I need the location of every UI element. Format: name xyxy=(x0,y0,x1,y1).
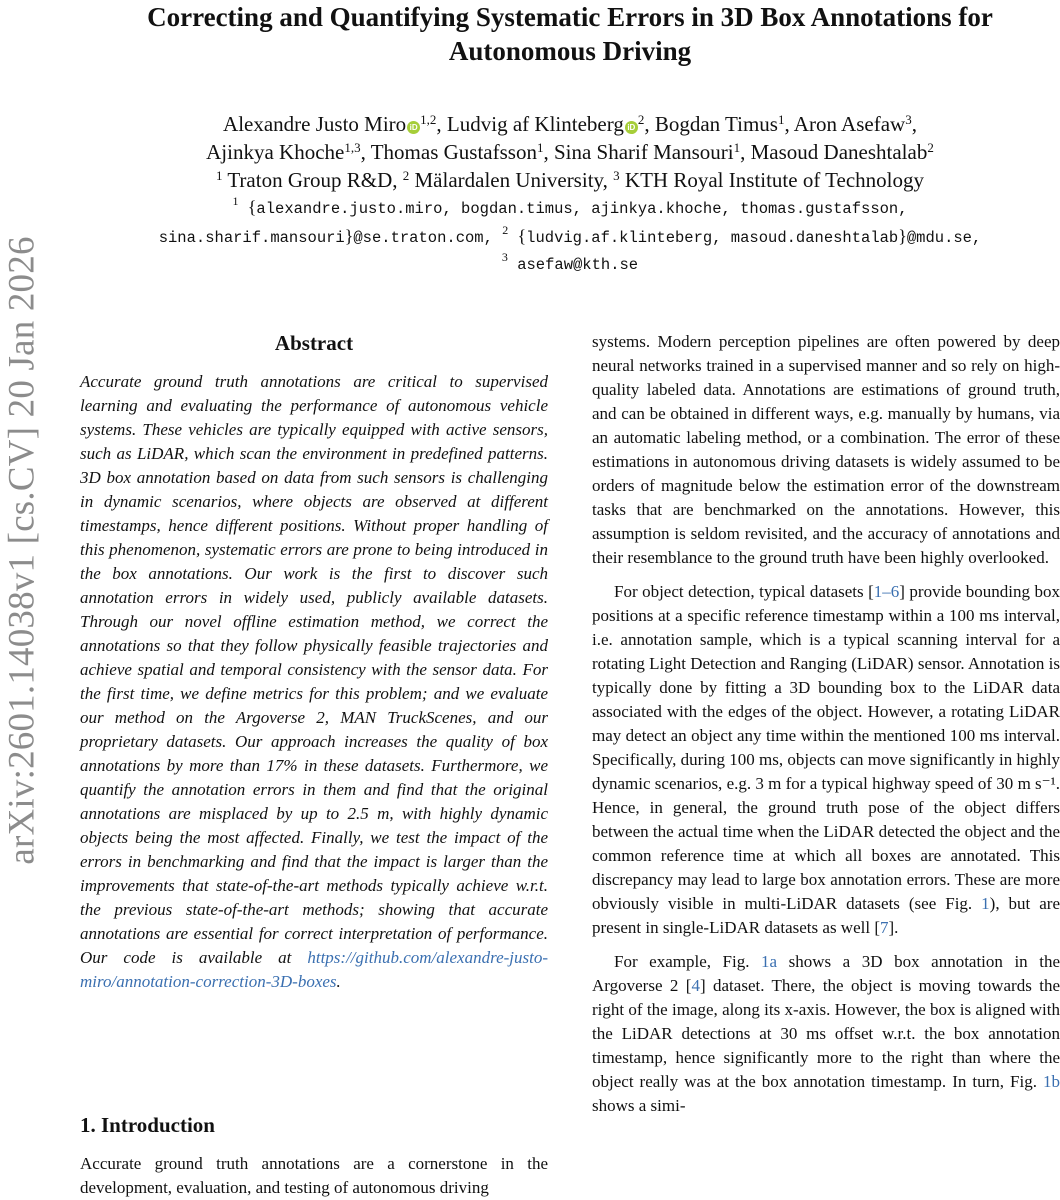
intro-paragraph-3 xyxy=(592,950,1060,1118)
email-block xyxy=(70,194,1060,279)
affiliation-kth: KTH Royal Institute of Technology xyxy=(619,168,925,192)
citation-link[interactable]: 7 xyxy=(880,918,889,937)
author-name: , Thomas Gustafsson xyxy=(360,140,537,164)
affiliation-mark: 2 xyxy=(637,112,645,127)
affiliation-mark: 1 xyxy=(733,140,741,155)
email-list-mdu[interactable]: ludvig.af.klinteberg, masoud.daneshtalab xyxy=(526,229,899,247)
author-name: , Ludvig af Klinteberg xyxy=(436,112,624,136)
email-line-3 xyxy=(70,252,1060,279)
affiliation-mark: 1,3 xyxy=(344,140,361,155)
figure-link[interactable]: 1a xyxy=(761,952,778,971)
author-name: Ajinkya Khoche xyxy=(206,140,345,164)
arxiv-sidebar-stamp xyxy=(2,230,42,870)
affiliation-traton: Traton Group R&D, xyxy=(222,168,403,192)
orcid-icon[interactable]: iD xyxy=(625,121,638,134)
author-name: , Aron Asefaw xyxy=(784,112,906,136)
email-list-traton[interactable]: alexandre.justo.miro, bogdan.timus, ajinkya.khoche, thomas.gustafsson, xyxy=(256,200,908,218)
email-kth[interactable]: asefaw@kth.se xyxy=(517,256,639,274)
email-line-1 xyxy=(70,194,1060,223)
brace-open: { xyxy=(517,226,527,246)
author-name: Alexandre Justo Miro xyxy=(223,112,407,136)
abstract-heading: Abstract xyxy=(274,331,354,355)
abstract-end: . xyxy=(336,972,341,991)
intro-paragraph-1-cont: systems. Modern perception pipelines are often powered by deep neural networks trained in a supervised manner and so rely on high-quality labeled data. Annotations are estimations of ground truth, and can be obtained in different ways, e.g. manually by humans, via an automatic labeling method, or a combination. The error of these estimations in autonomous driving datasets is widely assumed to be orders of magnitude below the estimation error of the downstream tasks that are benchmarked on the annotations. However, this assumption is seldom revisited, and the accuracy of annotations and their resemblance to the ground truth have been highly overlooked. xyxy=(592,332,1060,567)
text-run: shows a simi- xyxy=(592,1096,686,1115)
text-run: ] dataset. There, the object is moving towards the right of the image, along its x-axis. However, the box is aligned with the LiDAR detections at 30 ms offset w.r.t. the box annotation timestamp, hence significantly more to the right than where the object really was at the box annotation timestamp. In turn, Fig. xyxy=(592,976,1060,1091)
orcid-icon[interactable]: iD xyxy=(407,121,420,134)
affiliation-mark: 1,2 xyxy=(420,112,437,127)
text-run: ), but are present in single-LiDAR datasets as well [ xyxy=(592,894,1060,937)
affiliation-mark: 2 xyxy=(927,140,934,155)
introduction-section xyxy=(80,1112,548,1200)
affiliation-mark: 1 xyxy=(777,112,785,127)
affiliation-mark: 1 xyxy=(215,168,223,183)
text-run: shows a 3D box annotation in the Argoverse 2 [ xyxy=(592,952,1060,995)
author-line-2 xyxy=(70,138,1060,166)
email-list-traton-cont[interactable]: sina.sharif.mansouri xyxy=(158,229,345,247)
left-column xyxy=(80,330,548,994)
affiliation-mark: 3 xyxy=(613,168,620,183)
introduction-heading: 1. Introduction xyxy=(80,1113,215,1137)
email-domain-mdu[interactable]: @mdu.se, xyxy=(906,229,982,247)
brace-close: } xyxy=(344,226,354,246)
brace-close: } xyxy=(898,226,907,246)
author-name: , Sina Sharif Mansouri xyxy=(543,140,734,164)
abstract-body: Accurate ground truth annotations are critical to supervised learning and evaluating the performance of autonomous vehicle systems. These vehicles are typically equipped with active sensors, such as LiDAR, which scan the environment in predefined patterns. 3D box annotation based on data from such sensors is challenging in dynamic scenarios, where objects are observed at different timestamps, hence different positions. Without proper handling of this phenomenon, systematic errors are prone to being introduced in the box annotations. Our work is the first to discover such annotation errors in widely used, publicly available datasets. Through our novel offline estimation method, we correct the annotations so that they follow physically feasible trajectories and achieve spatial and temporal consistency with the sensor data. For the first time, we define metrics for this problem; and we evaluate our method on the Argoverse 2, MAN TruckScenes, and our proprietary datasets. Our approach increases the quality of box annotations by more than 17% in these datasets. Furthermore, we quantify the annotation errors in them and find that the original annotations are misplaced by up to 2.5 m, with highly dynamic objects being the most affected. Finally, we test the impact of the errors in benchmarking and find that the impact is larger than the improvements that state-of-the-art methods typically achieve w.r.t. the previous state-of-the-art methods; showing that accurate annotations are essential for correct interpretation of performance. Our code is available at xyxy=(80,372,548,967)
affiliations-line xyxy=(70,166,1060,194)
affiliation-mark: 3 xyxy=(501,250,508,264)
affiliation-mark: 2 xyxy=(502,223,509,237)
intro-paragraph-1-start: Accurate ground truth annotations are a cornerstone in the development, evaluation, and testing of autonomous driving xyxy=(80,1154,548,1197)
text-run: For example, Fig. xyxy=(614,952,762,971)
brace-open: { xyxy=(247,197,257,217)
affiliation-mark: 1 xyxy=(536,140,544,155)
author-name: , Masoud Daneshtalab xyxy=(740,140,928,164)
author-block xyxy=(70,110,1060,194)
affiliation-mark: 1 xyxy=(232,194,239,208)
affiliation-mark: 2 xyxy=(402,168,410,183)
figure-link[interactable]: 1 xyxy=(981,894,990,913)
citation-link[interactable]: 4 xyxy=(691,976,700,995)
text-run: ]. xyxy=(888,918,899,937)
paper-title xyxy=(70,0,1060,68)
text-run: For object detection, typical datasets [ xyxy=(614,582,874,601)
author-name: , Bogdan Timus xyxy=(644,112,778,136)
abstract-text xyxy=(80,370,548,994)
affiliation-mark: 3 xyxy=(905,112,912,127)
affiliation-malardalen: Mälardalen University, xyxy=(409,168,614,192)
right-column xyxy=(592,330,1060,1128)
text-run: ] provide bounding box positions at a specific reference timestamp within a 100 ms interval, i.e. annotation sample, which is a typical scanning interval for a rotating Light Detection and Ranging (LiDAR) sensor. Annotation is typically done by fitting a 3D bounding box to the LiDAR data associated with the edges of the object. However, a rotating LiDAR may detect an object any time within the mentioned 100 ms interval. Specifically, during 100 ms, objects can move significantly in highly dynamic scenarios, e.g. 3 m for a typical highway speed of 30 m s⁻¹. Hence, in general, the ground truth pose of the object differs between the actual time when the LiDAR detected the object and the common reference time at which all boxes are annotated. This discrepancy may lead to large box annotation errors. These are more obviously visible in multi-LiDAR datasets (see Fig. xyxy=(592,582,1060,913)
author-line-1: Alexandre Justo Miro iD$^{1,2}$, Ludvig af Klinteberg $iD^2$, Bogdan Timus$^1$, Aron Asefaw$^3$, xyxy=(223,112,917,136)
title-line-2: Autonomous Driving xyxy=(448,36,692,66)
title-line-1: Correcting and Quantifying Systematic Errors in 3D Box Annotations for xyxy=(147,2,993,32)
arxiv-identifier: arXiv:2601.14038v1 [cs.CV] 20 Jan 2026 xyxy=(1,235,43,865)
code-repository-link[interactable]: https://github.com/alexandre-justo-miro/annotation-correction-3D-boxes xyxy=(80,948,548,991)
email-line-2 xyxy=(70,223,1060,252)
email-domain-traton[interactable]: @se.traton.com, xyxy=(353,229,493,247)
intro-paragraph-2 xyxy=(592,580,1060,940)
figure-link[interactable]: 1b xyxy=(1043,1072,1060,1091)
citation-link[interactable]: 1–6 xyxy=(873,582,900,601)
